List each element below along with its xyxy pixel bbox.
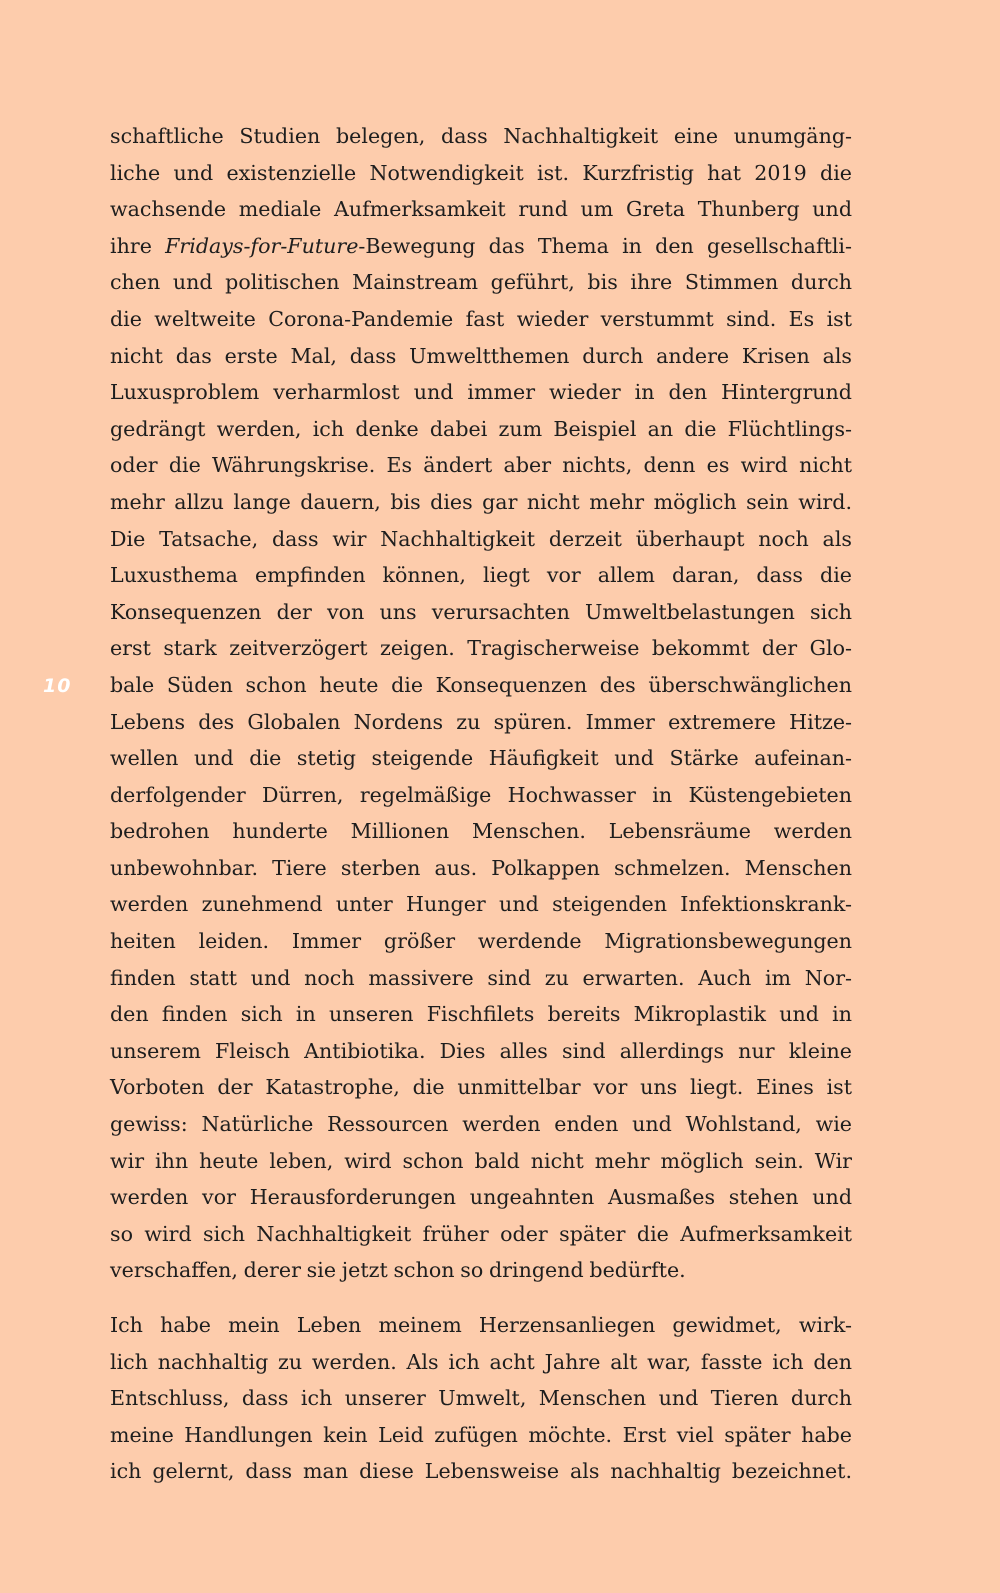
text-line: verschaffen, derer sie jetzt schon so dringend bedürfte.: [110, 1258, 686, 1283]
text-segment: -Bewegung das Thema in den gesellschaftli-: [358, 233, 852, 258]
text-line: Konsequenzen der von uns verursachten Umweltbelastungen sich: [110, 599, 852, 624]
text-line: finden statt und noch massivere sind zu erwarten. Auch im Nor-: [110, 965, 852, 990]
text-line: wachsende mediale Aufmerksamkeit rund um Greta Thunberg und: [110, 197, 852, 222]
text-line: derfolgender Dürren, regelmäßige Hochwasser in Küstengebieten: [110, 782, 852, 807]
text-line: bale Süden schon heute die Konsequenzen des überschwänglichen: [110, 672, 852, 697]
text-line: wir ihn heute leben, wird schon bald nicht mehr möglich sein. Wir: [110, 1148, 852, 1173]
text-line: meine Handlungen kein Leid zufügen möchte. Erst viel später habe: [110, 1422, 852, 1447]
paragraph-2: [110, 1307, 852, 1490]
text-line: werden vor Herausforderungen ungeahnten Ausmaßes stehen und: [110, 1185, 852, 1210]
text-line: Entschluss, dass ich unserer Umwelt, Menschen und Tieren durch: [110, 1386, 852, 1411]
text-line: so wird sich Nachhaltigkeit früher oder später die Aufmerksamkeit: [110, 1221, 852, 1246]
text-line: Ich habe mein Leben meinem Herzensanliegen gewidmet, wirk-: [110, 1313, 852, 1337]
text-line: Lebens des Globalen Nordens zu spüren. Immer extremere Hitze-: [110, 709, 852, 734]
text-line: unserem Fleisch Antibiotika. Dies alles sind allerdings nur kleine: [110, 1038, 852, 1063]
text-line: Luxusproblem verharmlost und immer wieder in den Hintergrund: [110, 380, 852, 405]
text-line: schaftliche Studien belegen, dass Nachhaltigkeit eine unumgäng-: [110, 124, 852, 148]
text-line: Luxusthema empfinden können, liegt vor allem daran, dass die: [110, 563, 852, 588]
text-line: mehr allzu lange dauern, bis dies gar nicht mehr möglich sein wird.: [110, 489, 852, 514]
text-line: liche und existenzielle Notwendigkeit ist. Kurzfristig hat 2019 die: [110, 160, 852, 185]
text-line: heiten leiden. Immer größer werdende Migrationsbewegungen: [110, 929, 852, 954]
text-line: die weltweite Corona-Pandemie fast wieder verstummt sind. Es ist: [110, 306, 852, 331]
text-line: lich nachhaltig zu werden. Als ich acht Jahre alt war, fasste ich den: [110, 1349, 852, 1374]
italic-term: Fridays-for-Future: [165, 233, 359, 258]
text-line: unbewohnbar. Tiere sterben aus. Polkappen schmelzen. Menschen: [110, 855, 852, 880]
text-segment: ihre: [110, 233, 166, 258]
text-line: chen und politischen Mainstream geführt, bis ihre Stimmen durch: [110, 270, 852, 295]
text-line: wellen und die stetig steigende Häufigkeit und Stärke aufeinan-: [110, 746, 852, 771]
text-line: ich gelernt, dass man diese Lebensweise als nachhaltig bezeichnet.: [110, 1459, 852, 1484]
text-line: den finden sich in unseren Fischfilets bereits Mikroplastik und in: [110, 1002, 852, 1027]
page-number: 10: [43, 675, 72, 697]
paragraph-1: [110, 118, 852, 1289]
text-line: Die Tatsache, dass wir Nachhaltigkeit derzeit überhaupt noch als: [110, 526, 852, 551]
text-line: erst stark zeitverzögert zeigen. Tragischerweise bekommt der Glo-: [110, 636, 852, 661]
text-line: gedrängt werden, ich denke dabei zum Beispiel an die Flüchtlings-: [110, 416, 852, 441]
text-line: Vorboten der Katastrophe, die unmittelbar vor uns liegt. Eines ist: [110, 1075, 852, 1100]
text-line: bedrohen hunderte Millionen Menschen. Lebensräume werden: [110, 819, 852, 844]
text-line: oder die Währungskrise. Es ändert aber nichts, denn es wird nicht: [110, 453, 852, 478]
text-line: werden zunehmend unter Hunger und steigenden Infektionskrank-: [110, 892, 852, 917]
text-line: gewiss: Natürliche Ressourcen werden enden und Wohlstand, wie: [110, 1112, 852, 1137]
text-line: nicht das erste Mal, dass Umweltthemen durch andere Krisen als: [110, 343, 852, 368]
text-line: [110, 228, 852, 265]
